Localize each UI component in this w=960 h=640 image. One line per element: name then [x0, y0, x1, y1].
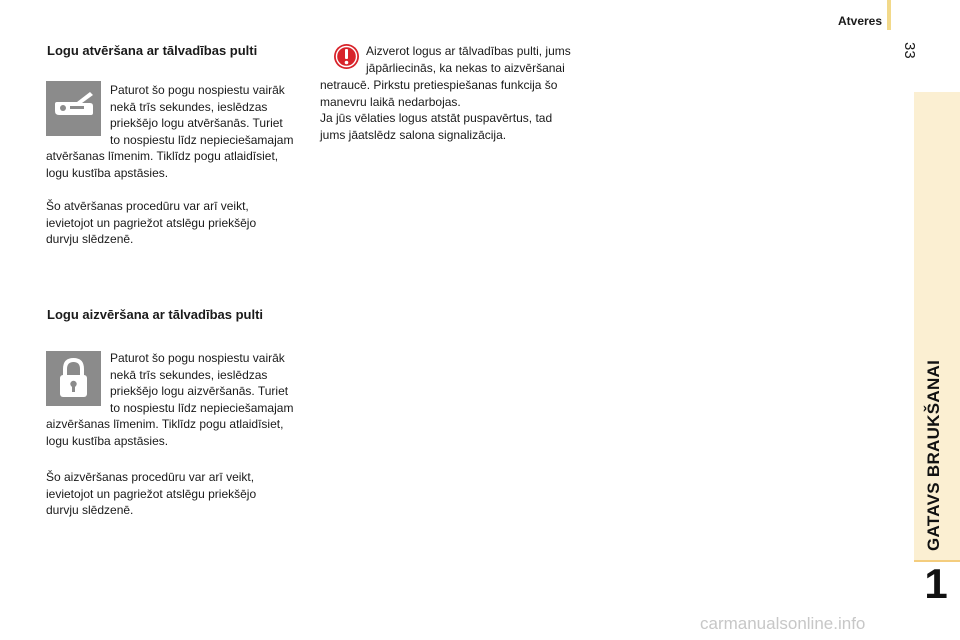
text-line: jums jāatslēdz salona signalizācija. — [320, 127, 507, 142]
text-line: jāpārliecinās, ka nekas to aizvēršanai — [366, 60, 565, 75]
closing-heading: Logu aizvēršana ar tālvadības pulti — [47, 307, 264, 322]
text-line: Ja jūs vēlaties logus atstāt puspavērtus, tad — [320, 111, 553, 126]
chapter-label: GATAVS BRAUKŠANAI — [924, 359, 943, 551]
text-line: nekā trīs sekundes, ieslēdzas — [110, 367, 268, 382]
text-line: nekā trīs sekundes, ieslēdzas — [110, 99, 268, 114]
chapter-number: 1 — [924, 560, 948, 607]
text-line: Paturot šo pogu nospiestu vairāk — [110, 83, 285, 97]
text-line: Paturot šo pogu nospiestu vairāk — [110, 351, 285, 365]
header-title: Atveres — [838, 14, 883, 28]
opening-heading: Logu atvēršana ar tālvadības pulti — [47, 43, 258, 58]
text-line: Šo atvēršanas procedūru var arī veikt, — [46, 199, 249, 213]
text-line: atvēršanas līmenim. Tiklīdz pogu atlaidīsiet, — [46, 149, 279, 163]
text-line: priekšējo logu atvēršanās. Turiet — [110, 116, 283, 131]
text-line: durvju slēdzenē. — [46, 503, 134, 518]
text-line: to nospiestu līdz nepieciešamajam — [110, 400, 294, 415]
text-line: to nospiestu līdz nepieciešamajam — [110, 132, 294, 147]
text-line: aizvēršanas līmenim. Tiklīdz pogu atlaidīsiet, — [46, 417, 284, 431]
text-line: priekšējo logu aizvēršanās. Turiet — [110, 384, 289, 399]
closing-text-full — [46, 416, 283, 449]
text-line: logu kustība apstāsies. — [46, 433, 169, 448]
header-accent-bar — [887, 0, 891, 30]
text-line: netraucē. Pirkstu pretiespiešanas funkcija šo — [320, 78, 558, 92]
text-line: logu kustība apstāsies. — [46, 165, 169, 180]
padlock-icon — [46, 351, 101, 406]
closing-text-indented — [110, 350, 293, 416]
watermark: carmanualsonline.info — [700, 614, 866, 633]
warning-text-indented — [366, 43, 571, 76]
warning-icon — [333, 43, 360, 70]
opening-text-indented — [110, 82, 293, 148]
page-number: 33 — [901, 42, 918, 59]
warning-text-full — [320, 77, 557, 143]
opening-alt-procedure — [46, 198, 256, 248]
text-line: Aizverot logus ar tālvadības pulti, jums — [366, 44, 571, 58]
text-line: ievietojot un pagriežot atslēgu priekšējo — [46, 486, 257, 501]
closing-alt-procedure — [46, 469, 256, 519]
text-line: manevru laikā nedarbojas. — [320, 94, 461, 109]
text-line: durvju slēdzenē. — [46, 232, 134, 247]
text-line: Šo aizvēršanas procedūru var arī veikt, — [46, 470, 255, 484]
text-line: ievietojot un pagriežot atslēgu priekšējo — [46, 215, 257, 230]
car-window-open-icon — [46, 81, 101, 136]
opening-text-full — [46, 148, 278, 181]
